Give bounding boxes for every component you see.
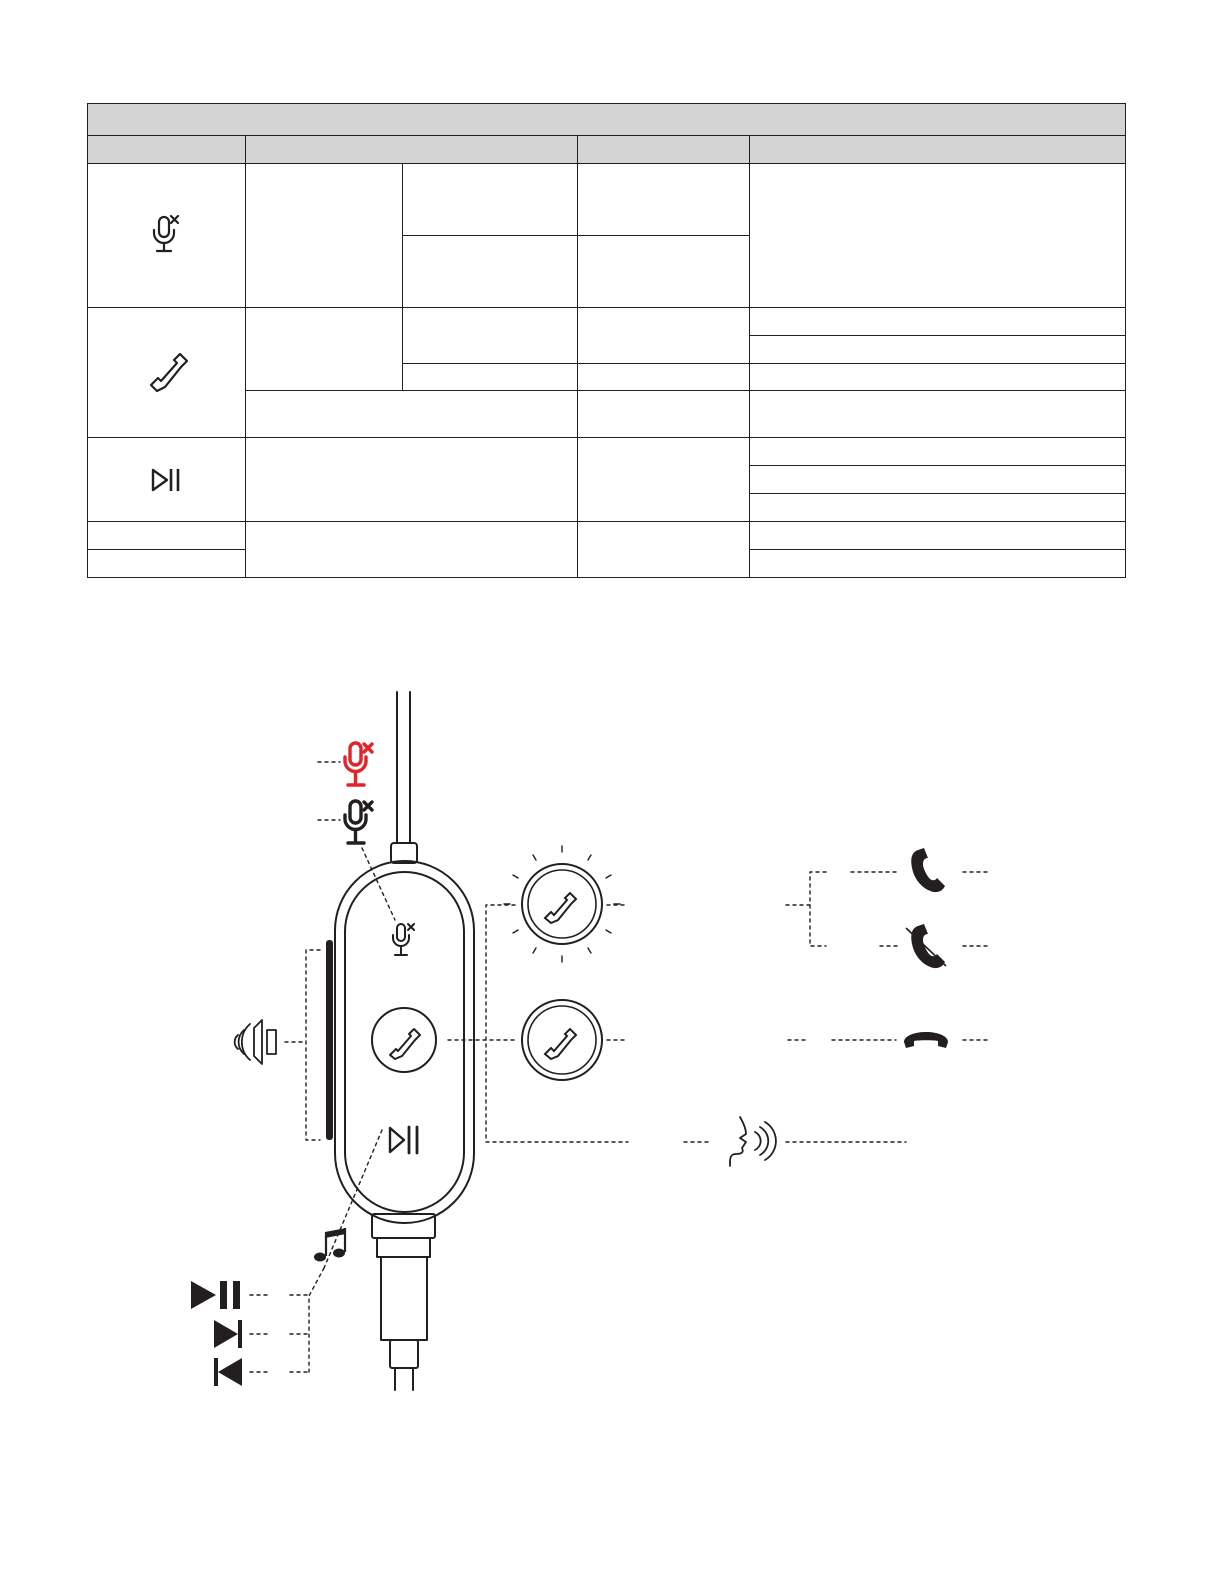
play-pause-button[interactable] xyxy=(390,1127,417,1153)
mic-mute-red-icon xyxy=(345,743,372,785)
music-note-icon xyxy=(314,1228,346,1262)
leader-lines xyxy=(250,762,990,1372)
handset-blinking-icon xyxy=(504,846,620,962)
handset-steady-icon xyxy=(522,1000,602,1080)
phone-decline-icon xyxy=(906,924,946,968)
phone-hangup-icon xyxy=(904,1032,948,1048)
call-button[interactable] xyxy=(372,1008,436,1072)
volume-rocker[interactable] xyxy=(326,940,333,1140)
phone-answer-icon xyxy=(911,848,945,892)
mute-button[interactable] xyxy=(393,924,414,955)
speaker-volume-icon xyxy=(235,1020,276,1064)
previous-track-icon xyxy=(214,1358,242,1386)
voice-assistant-icon xyxy=(730,1117,776,1166)
bottom-cable xyxy=(372,1214,435,1390)
mic-mute-icon xyxy=(345,801,372,843)
top-cable xyxy=(391,692,417,863)
next-track-icon xyxy=(214,1320,242,1348)
play-pause-icon xyxy=(191,1281,240,1309)
